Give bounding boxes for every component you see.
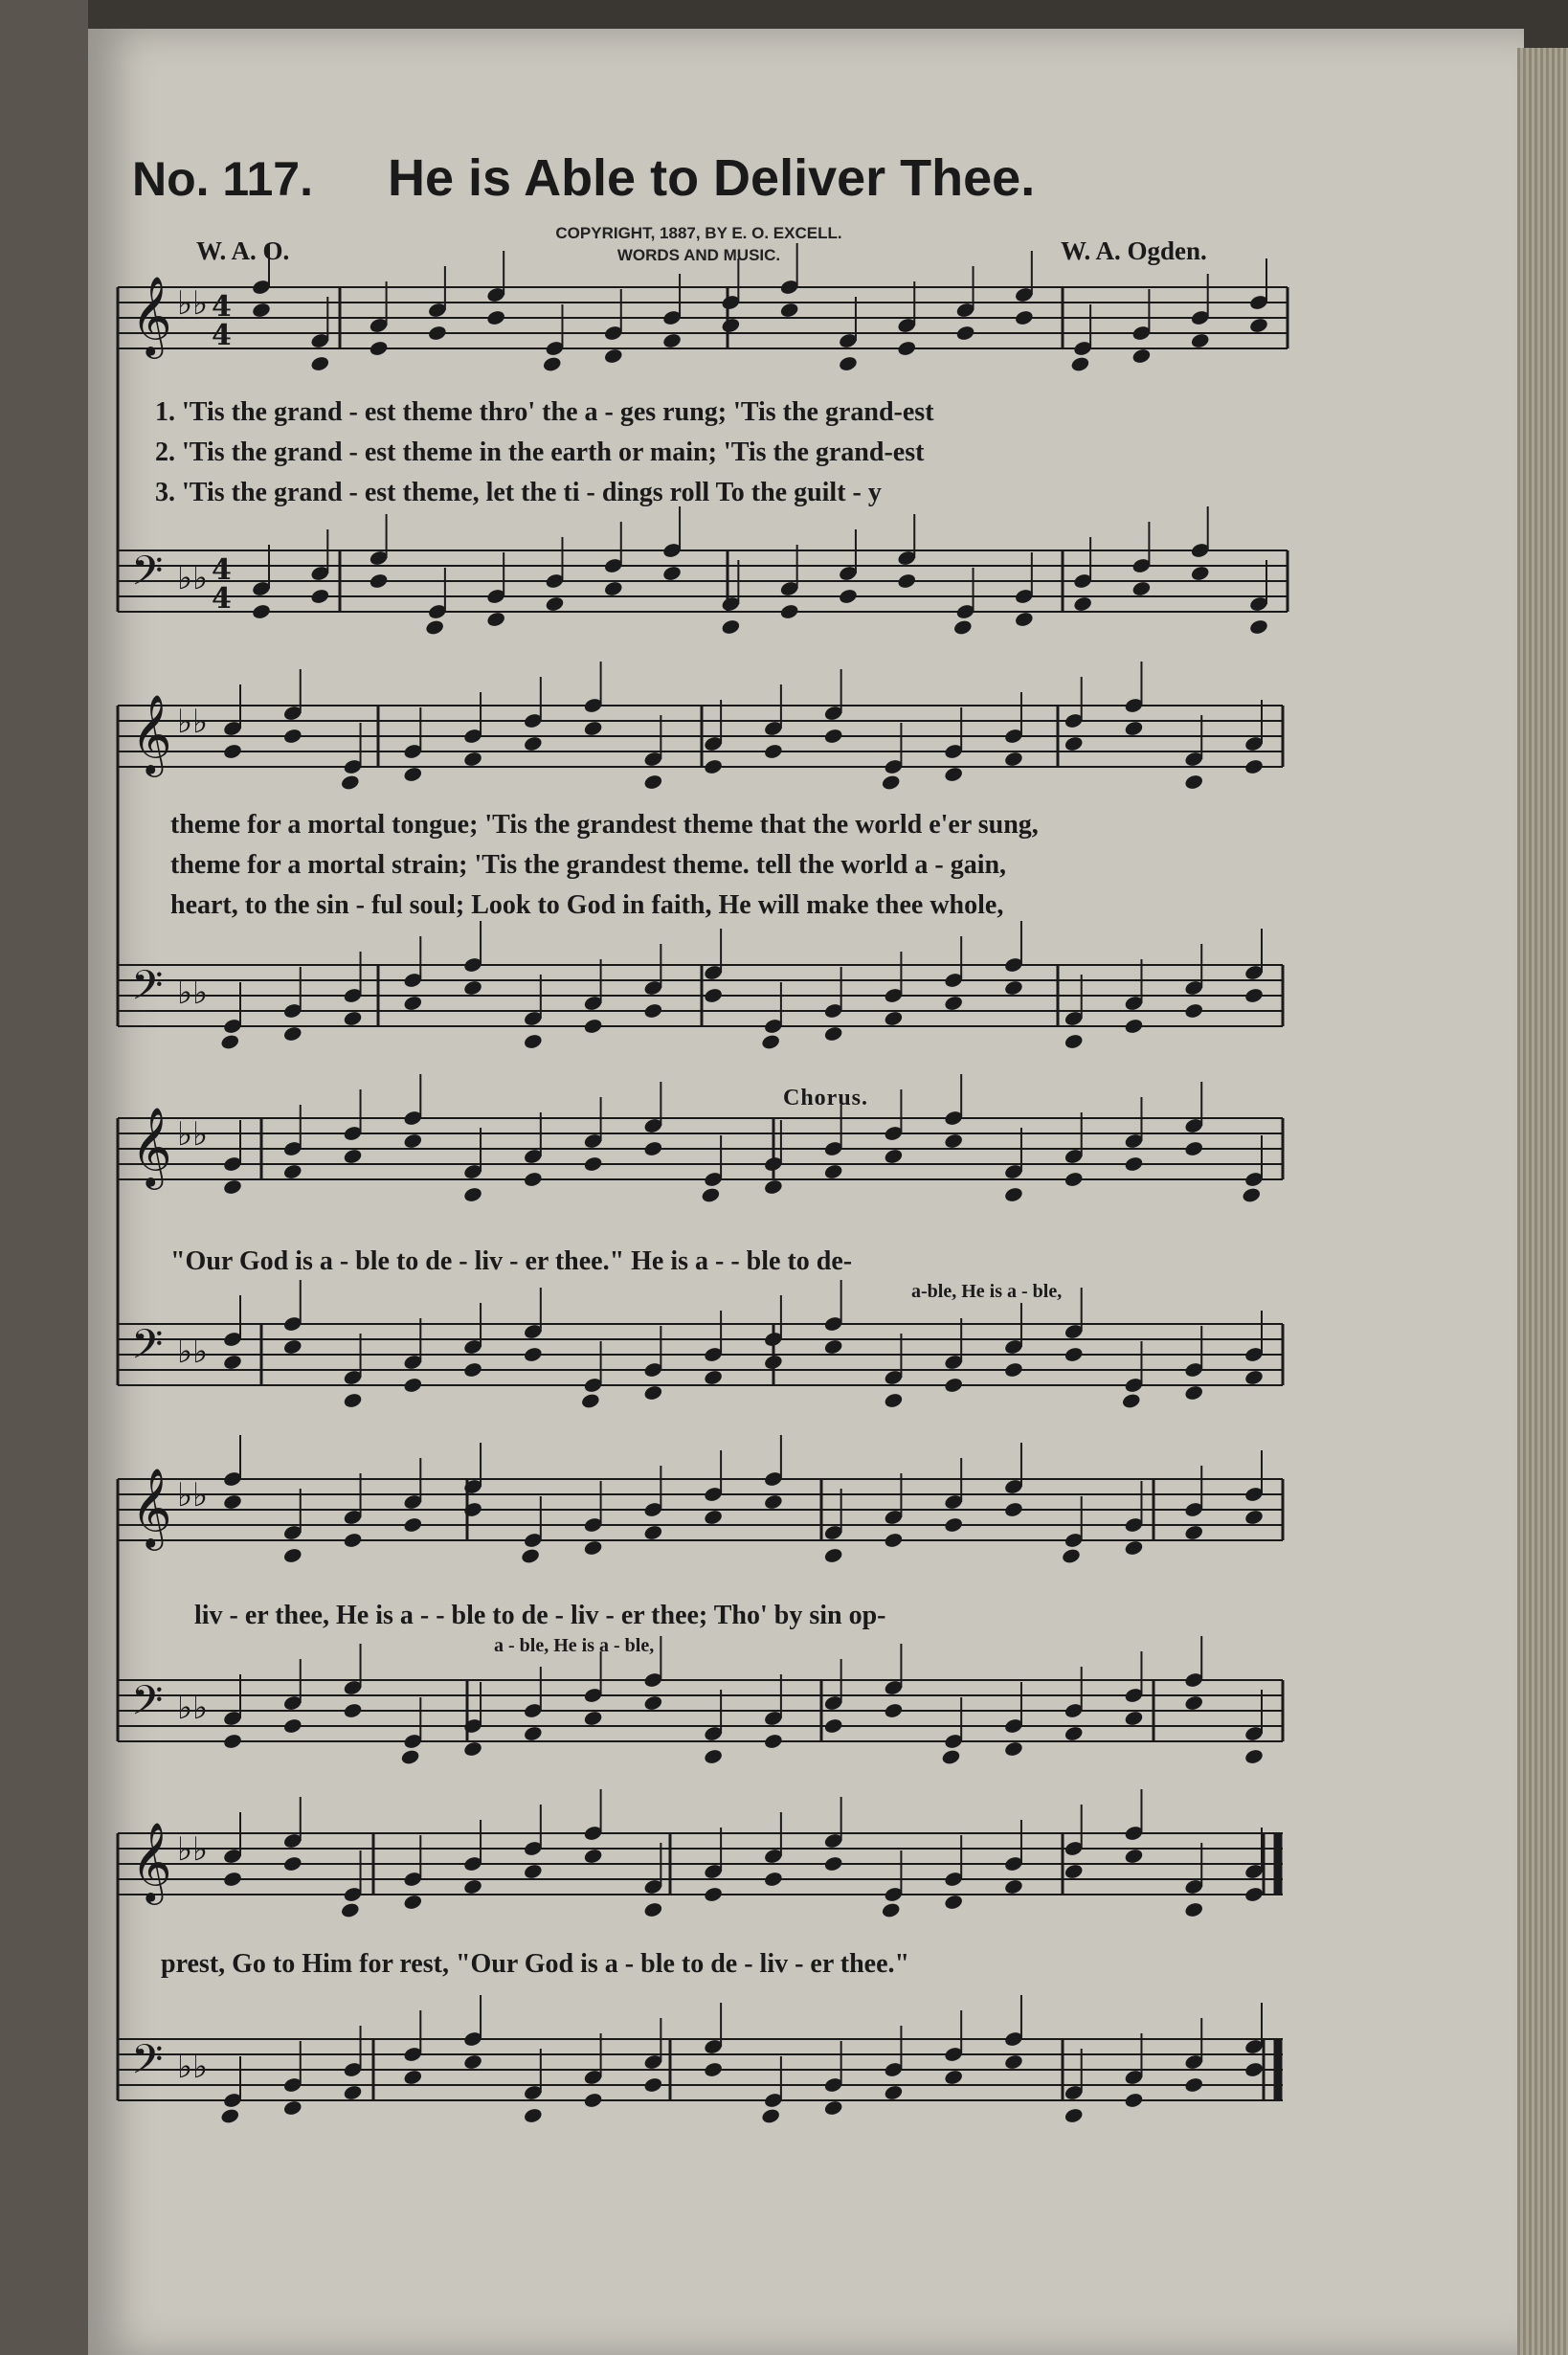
note-head: [763, 1178, 783, 1196]
note-head: [603, 348, 623, 365]
note-head: [1064, 1863, 1084, 1880]
note-head: [661, 332, 682, 349]
note-head: [884, 2084, 904, 2101]
hymn-number: No. 117.: [132, 152, 313, 206]
note-head: [823, 1338, 843, 1356]
note-head: [643, 1002, 663, 1020]
note-head: [703, 1369, 723, 1386]
hymn-title: He is Able to Deliver Thee.: [388, 149, 1036, 207]
note-head: [643, 1384, 663, 1402]
note-head: [282, 1547, 302, 1564]
note-head: [1184, 1901, 1204, 1918]
note-head: [703, 758, 723, 775]
note-head: [222, 1493, 242, 1511]
note-head: [485, 611, 505, 628]
verse-2-line-2: theme for a mortal strain; 'Tis the grandest theme. tell the world a - gain,: [170, 850, 1007, 880]
note-head: [343, 1010, 363, 1027]
key-signature: ♭♭: [177, 1476, 209, 1514]
note-head: [583, 720, 603, 737]
note-head: [251, 302, 271, 319]
note-head: [763, 1493, 783, 1511]
note-head: [1124, 1848, 1144, 1865]
note-head: [643, 1694, 663, 1712]
note-head: [545, 595, 565, 613]
note-head: [343, 2084, 363, 2101]
note-head: [542, 355, 562, 372]
note-head: [583, 1848, 603, 1865]
note-head: [1190, 565, 1210, 582]
note-head: [1121, 1392, 1141, 1409]
note-head: [282, 728, 302, 745]
bass-clef: 𝄢: [131, 548, 164, 605]
note-head: [220, 1033, 240, 1050]
note-head: [1064, 2107, 1084, 2124]
verse-3-line-2: heart, to the sin - ful soul; Look to God in faith, He will make thee whole,: [170, 890, 1004, 920]
note-head: [485, 309, 505, 326]
note-head: [1061, 1547, 1081, 1564]
note-head: [369, 340, 389, 357]
note-head: [523, 1725, 543, 1742]
note-head: [462, 1878, 482, 1895]
note-head: [701, 1186, 721, 1203]
note-head: [340, 1901, 360, 1918]
note-head: [884, 1010, 904, 1027]
time-signature: 4: [212, 582, 232, 616]
note-head: [763, 743, 783, 760]
note-head: [643, 1524, 663, 1541]
key-signature: ♭♭: [177, 284, 209, 323]
note-head: [403, 1133, 423, 1150]
note-head: [763, 1871, 783, 1888]
note-head: [1064, 1171, 1084, 1188]
note-head: [703, 1509, 723, 1526]
note-head: [943, 766, 963, 783]
chorus-alto-line-1: a-ble, He is a - ble,: [911, 1281, 1063, 1302]
note-head: [403, 1516, 423, 1534]
note-head: [462, 979, 482, 997]
words-author: W. A. O.: [196, 236, 290, 265]
note-head: [1003, 1361, 1023, 1379]
note-head: [1248, 317, 1268, 334]
note-head: [952, 618, 973, 636]
note-head: [400, 1748, 420, 1765]
verse-2-line-1: 2. 'Tis the grand - est theme in the earth or main; 'Tis the grand-est: [155, 437, 925, 467]
note-head: [1184, 1140, 1204, 1157]
note-head: [222, 1178, 242, 1196]
note-head: [427, 325, 447, 342]
note-head: [1014, 611, 1034, 628]
note-head: [523, 1033, 543, 1050]
note-head: [583, 1539, 603, 1557]
music-author: W. A. Ogden.: [1061, 236, 1207, 265]
note-head: [721, 618, 741, 636]
note-head: [1072, 595, 1092, 613]
note-head: [282, 2099, 302, 2117]
time-signature: 4: [212, 553, 232, 587]
note-head: [1124, 1155, 1144, 1173]
time-signature: 4: [212, 319, 232, 352]
note-head: [1243, 987, 1264, 1004]
note-head: [462, 1361, 482, 1379]
note-head: [1124, 2092, 1144, 2109]
note-head: [403, 766, 423, 783]
note-head: [1003, 751, 1023, 768]
note-head: [1131, 348, 1152, 365]
note-head: [523, 735, 543, 752]
note-head: [1124, 1539, 1144, 1557]
note-head: [1184, 774, 1204, 791]
note-head: [1064, 1346, 1084, 1363]
note-head: [823, 1547, 843, 1564]
note-head: [583, 1710, 603, 1727]
chorus-label: Chorus.: [783, 1086, 869, 1110]
note-head: [403, 1377, 423, 1394]
treble-clef: 𝄞: [131, 693, 172, 774]
note-head: [220, 2107, 240, 2124]
note-head: [643, 1140, 663, 1157]
bass-clef: 𝄢: [131, 962, 164, 1020]
note-head: [643, 1901, 663, 1918]
note-head: [462, 1186, 482, 1203]
note-head: [403, 995, 423, 1012]
note-head: [369, 572, 389, 590]
note-head: [1131, 580, 1152, 597]
note-head: [523, 1346, 543, 1363]
treble-clef: 𝄞: [131, 1467, 172, 1547]
note-head: [1243, 1509, 1264, 1526]
note-head: [1124, 720, 1144, 737]
note-head: [884, 1392, 904, 1409]
note-head: [1064, 1725, 1084, 1742]
note-head: [1070, 355, 1090, 372]
note-head: [1003, 2053, 1023, 2071]
note-head: [838, 355, 858, 372]
note-head: [222, 743, 242, 760]
note-head: [943, 1377, 963, 1394]
note-head: [310, 588, 330, 605]
note-head: [823, 2099, 843, 2117]
note-head: [721, 317, 741, 334]
note-head: [583, 2092, 603, 2109]
note-head: [403, 1894, 423, 1911]
note-head: [1064, 1033, 1084, 1050]
note-head: [282, 1338, 302, 1356]
note-head: [580, 1392, 600, 1409]
note-head: [1003, 1740, 1023, 1758]
note-head: [1014, 309, 1034, 326]
note-head: [763, 1354, 783, 1371]
note-head: [760, 2107, 780, 2124]
note-head: [222, 1871, 242, 1888]
note-head: [884, 1702, 904, 1719]
note-head: [462, 1740, 482, 1758]
verse-3-line-1: 3. 'Tis the grand - est theme, let the ti - dings roll To the guilt - y: [155, 478, 882, 507]
note-head: [823, 1163, 843, 1180]
note-head: [823, 1717, 843, 1735]
note-head: [955, 325, 975, 342]
note-head: [703, 1886, 723, 1903]
note-head: [462, 2053, 482, 2071]
note-head: [1003, 1186, 1023, 1203]
note-head: [523, 1863, 543, 1880]
note-head: [251, 603, 271, 620]
chorus-line-3: prest, Go to Him for rest, "Our God is a - ble to de - liv - er thee.": [161, 1949, 910, 1979]
copyright-line: COPYRIGHT, 1887, BY E. O. EXCELL.: [555, 224, 842, 242]
note-head: [1184, 2076, 1204, 2094]
note-head: [881, 774, 901, 791]
note-head: [643, 774, 663, 791]
treble-clef: 𝄞: [131, 1106, 172, 1186]
note-head: [897, 340, 917, 357]
bass-clef: 𝄢: [131, 1677, 164, 1735]
note-head: [1003, 1878, 1023, 1895]
key-signature: ♭♭: [177, 1830, 209, 1869]
note-head: [523, 2107, 543, 2124]
note-head: [282, 1717, 302, 1735]
chorus-alto-line-2: a - ble, He is a - ble,: [494, 1635, 655, 1656]
note-head: [523, 1171, 543, 1188]
note-head: [1184, 1694, 1204, 1712]
note-head: [343, 1148, 363, 1165]
bass-clef: 𝄢: [131, 1321, 164, 1379]
note-head: [603, 580, 623, 597]
note-head: [520, 1547, 540, 1564]
note-head: [838, 588, 858, 605]
note-head: [884, 1148, 904, 1165]
note-head: [943, 1133, 963, 1150]
verse-1-line-2: theme for a mortal tongue; 'Tis the grandest theme that the world e'er sung,: [170, 810, 1039, 840]
treble-clef: 𝄞: [131, 1821, 172, 1901]
note-head: [424, 618, 444, 636]
note-head: [823, 1855, 843, 1873]
note-head: [1248, 618, 1268, 636]
note-head: [643, 2076, 663, 2094]
note-head: [343, 1392, 363, 1409]
note-head: [703, 987, 723, 1004]
note-head: [760, 1033, 780, 1050]
treble-clef: 𝄞: [131, 275, 172, 355]
key-signature: ♭♭: [177, 2048, 209, 2086]
note-head: [462, 751, 482, 768]
note-head: [763, 1733, 783, 1750]
note-head: [703, 1748, 723, 1765]
key-signature: ♭♭: [177, 974, 209, 1012]
note-head: [1243, 1369, 1264, 1386]
note-head: [310, 355, 330, 372]
note-head: [1190, 332, 1210, 349]
note-head: [779, 302, 799, 319]
note-head: [703, 2061, 723, 2078]
note-head: [343, 1702, 363, 1719]
bass-clef: 𝄢: [131, 2036, 164, 2094]
note-head: [897, 572, 917, 590]
words-and-music-line: WORDS AND MUSIC.: [616, 246, 781, 264]
note-head: [222, 1354, 242, 1371]
note-head: [943, 2069, 963, 2086]
note-head: [1184, 1524, 1204, 1541]
note-head: [661, 565, 682, 582]
key-signature: ♭♭: [177, 559, 209, 597]
note-head: [823, 1025, 843, 1043]
note-head: [282, 1025, 302, 1043]
note-head: [941, 1748, 961, 1765]
note-head: [943, 1894, 963, 1911]
note-head: [1243, 1886, 1264, 1903]
note-head: [1003, 979, 1023, 997]
note-head: [1003, 1501, 1023, 1518]
note-head: [343, 1532, 363, 1549]
note-head: [282, 1163, 302, 1180]
note-head: [1184, 1002, 1204, 1020]
key-signature: ♭♭: [177, 1689, 209, 1727]
note-head: [1184, 1384, 1204, 1402]
note-head: [340, 774, 360, 791]
note-head: [403, 2069, 423, 2086]
note-head: [1243, 758, 1264, 775]
note-head: [1124, 1710, 1144, 1727]
note-head: [779, 603, 799, 620]
chorus-line-1: "Our God is a - ble to de - liv - er thee." He is a - - ble to de-: [170, 1246, 853, 1276]
key-signature: ♭♭: [177, 703, 209, 741]
note-head: [583, 1018, 603, 1035]
note-head: [282, 1855, 302, 1873]
note-head: [1064, 735, 1084, 752]
note-head: [1243, 1748, 1264, 1765]
verse-1-line-1: 1. 'Tis the grand - est theme thro' the a - ges rung; 'Tis the grand-est: [155, 397, 934, 427]
note-head: [943, 1516, 963, 1534]
note-head: [1124, 1018, 1144, 1035]
note-head: [1242, 1186, 1262, 1203]
key-signature: ♭♭: [177, 1333, 209, 1371]
note-head: [823, 728, 843, 745]
note-head: [943, 995, 963, 1012]
note-head: [222, 1733, 242, 1750]
note-head: [881, 1901, 901, 1918]
time-signature: 4: [212, 290, 232, 324]
key-signature: ♭♭: [177, 1115, 209, 1154]
note-head: [1243, 2061, 1264, 2078]
note-head: [583, 1155, 603, 1173]
note-head: [884, 1532, 904, 1549]
chorus-line-2: liv - er thee, He is a - - ble to de - liv - er thee; Tho' by sin op-: [194, 1601, 886, 1630]
